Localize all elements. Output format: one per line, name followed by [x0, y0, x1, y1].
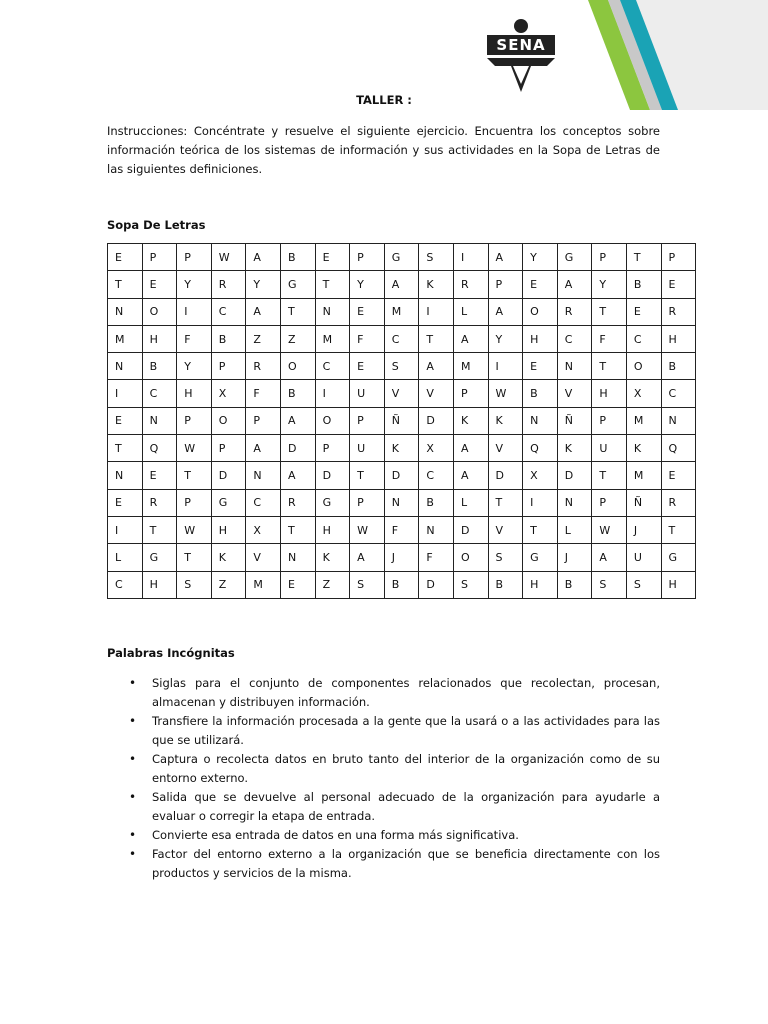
grid-cell: N — [108, 298, 143, 325]
grid-cell: A — [453, 435, 488, 462]
grid-cell: Q — [661, 435, 696, 462]
grid-cell: Q — [523, 435, 558, 462]
grid-cell: P — [177, 489, 212, 516]
grid-row — [108, 571, 696, 598]
grid-cell: B — [211, 325, 246, 352]
grid-cell: X — [211, 380, 246, 407]
grid-cell: S — [177, 571, 212, 598]
grid-cell: E — [350, 298, 385, 325]
grid-cell: H — [315, 516, 350, 543]
grid-cell: D — [557, 462, 592, 489]
grid-cell: L — [108, 544, 143, 571]
bullet-icon: • — [129, 714, 137, 728]
grid-cell: U — [350, 380, 385, 407]
grid-cell: A — [453, 325, 488, 352]
grid-cell: O — [211, 407, 246, 434]
grid-cell: C — [626, 325, 661, 352]
grid-row — [108, 353, 696, 380]
grid-cell: I — [453, 244, 488, 271]
grid-cell: N — [280, 544, 315, 571]
grid-cell: Ñ — [626, 489, 661, 516]
list-item — [107, 826, 660, 845]
grid-row — [108, 298, 696, 325]
grid-cell: P — [315, 435, 350, 462]
list-item — [107, 674, 660, 712]
grid-cell: R — [142, 489, 177, 516]
grid-cell: E — [523, 271, 558, 298]
grid-cell: H — [211, 516, 246, 543]
grid-cell: C — [246, 489, 281, 516]
grid-cell: Y — [592, 271, 627, 298]
grid-cell: F — [384, 516, 419, 543]
grid-cell: A — [419, 353, 454, 380]
grid-cell: Z — [280, 325, 315, 352]
grid-cell: N — [419, 516, 454, 543]
grid-cell: N — [246, 462, 281, 489]
grid-cell: O — [315, 407, 350, 434]
grid-cell: P — [488, 271, 523, 298]
grid-cell: F — [592, 325, 627, 352]
grid-cell: I — [108, 516, 143, 543]
grid-cell: P — [211, 435, 246, 462]
grid-cell: T — [108, 435, 143, 462]
grid-cell: A — [453, 462, 488, 489]
grid-cell: U — [626, 544, 661, 571]
grid-cell: F — [350, 325, 385, 352]
grid-cell: F — [177, 325, 212, 352]
grid-cell: V — [488, 435, 523, 462]
grid-cell: R — [661, 489, 696, 516]
grid-cell: L — [453, 489, 488, 516]
grid-cell: L — [453, 298, 488, 325]
grid-cell: I — [108, 380, 143, 407]
grid-cell: N — [557, 353, 592, 380]
grid-cell: I — [419, 298, 454, 325]
grid-cell: V — [384, 380, 419, 407]
grid-cell: K — [419, 271, 454, 298]
grid-cell: W — [211, 244, 246, 271]
grid-row — [108, 271, 696, 298]
grid-cell: P — [453, 380, 488, 407]
grid-cell: N — [108, 462, 143, 489]
grid-cell: Ñ — [557, 407, 592, 434]
sena-logo — [481, 18, 561, 94]
grid-cell: Y — [177, 353, 212, 380]
grid-cell: M — [626, 462, 661, 489]
grid-cell: X — [419, 435, 454, 462]
grid-cell: H — [661, 571, 696, 598]
grid-cell: X — [626, 380, 661, 407]
grid-row — [108, 407, 696, 434]
grid-cell: A — [384, 271, 419, 298]
instructions-paragraph: Instrucciones: Concéntrate y resuelve el siguiente ejercicio. Encuentra los conceptos sobre información teórica de los sistemas de información y sus actividades en la Sopa de Letras de las siguientes definiciones. — [107, 124, 660, 176]
grid-cell: P — [142, 244, 177, 271]
grid-cell: I — [488, 353, 523, 380]
grid-cell: Z — [246, 325, 281, 352]
grid-cell: T — [592, 353, 627, 380]
grid-cell: A — [246, 435, 281, 462]
list-item — [107, 750, 660, 788]
grid-cell: E — [108, 489, 143, 516]
grid-cell: K — [315, 544, 350, 571]
clue-text: Factor del entorno externo a la organización que se beneficia directamente con los productos y servicios de la misma. — [152, 847, 660, 880]
logo-text: SENA — [496, 36, 546, 54]
grid-cell: W — [592, 516, 627, 543]
grid-cell: J — [557, 544, 592, 571]
grid-cell: K — [557, 435, 592, 462]
grid-cell: Q — [142, 435, 177, 462]
grid-cell: E — [661, 271, 696, 298]
grid-cell: T — [592, 462, 627, 489]
grid-cell: A — [488, 244, 523, 271]
grid-cell: Y — [177, 271, 212, 298]
grid-cell: T — [419, 325, 454, 352]
bullet-icon: • — [129, 752, 137, 766]
grid-cell: U — [350, 435, 385, 462]
grid-cell: T — [315, 271, 350, 298]
grid-cell: B — [280, 380, 315, 407]
grid-cell: K — [211, 544, 246, 571]
grid-cell: C — [315, 353, 350, 380]
grid-cell: P — [661, 244, 696, 271]
grid-cell: G — [211, 489, 246, 516]
grid-row — [108, 380, 696, 407]
grid-cell: A — [246, 244, 281, 271]
grid-cell: R — [280, 489, 315, 516]
grid-cell: A — [280, 407, 315, 434]
grid-cell: T — [177, 544, 212, 571]
grid-cell: D — [384, 462, 419, 489]
grid-cell: D — [211, 462, 246, 489]
grid-cell: A — [280, 462, 315, 489]
grid-cell: B — [419, 489, 454, 516]
grid-cell: G — [523, 544, 558, 571]
grid-cell: H — [523, 325, 558, 352]
grid-cell: H — [177, 380, 212, 407]
grid-cell: E — [142, 462, 177, 489]
grid-cell: M — [626, 407, 661, 434]
grid-cell: Y — [350, 271, 385, 298]
grid-cell: T — [108, 271, 143, 298]
grid-cell: F — [419, 544, 454, 571]
grid-cell: G — [315, 489, 350, 516]
grid-cell: C — [557, 325, 592, 352]
grid-cell: M — [246, 571, 281, 598]
grid-cell: P — [350, 489, 385, 516]
grid-cell: N — [661, 407, 696, 434]
grid-cell: I — [315, 380, 350, 407]
clue-text: Siglas para el conjunto de componentes relacionados que recolectan, procesan, almacenan y distribuyen información. — [152, 676, 660, 709]
grid-cell: W — [177, 516, 212, 543]
grid-cell: W — [177, 435, 212, 462]
grid-cell: P — [592, 407, 627, 434]
grid-cell: E — [523, 353, 558, 380]
grid-cell: R — [246, 353, 281, 380]
grid-cell: C — [419, 462, 454, 489]
bullet-icon: • — [129, 828, 137, 842]
grid-cell: O — [523, 298, 558, 325]
grid-cell: B — [384, 571, 419, 598]
grid-cell: H — [142, 571, 177, 598]
bullet-icon: • — [129, 676, 137, 690]
grid-cell: B — [142, 353, 177, 380]
grid-cell: P — [592, 244, 627, 271]
grid-cell: E — [626, 298, 661, 325]
grid-cell: G — [384, 244, 419, 271]
grid-cell: S — [419, 244, 454, 271]
grid-cell: C — [108, 571, 143, 598]
grid-cell: A — [592, 544, 627, 571]
grid-cell: Y — [488, 325, 523, 352]
grid-cell: E — [280, 571, 315, 598]
grid-cell: S — [453, 571, 488, 598]
grid-title: Sopa De Letras — [107, 218, 206, 232]
list-item — [107, 845, 660, 883]
grid-cell: R — [557, 298, 592, 325]
grid-cell: B — [523, 380, 558, 407]
grid-cell: Y — [523, 244, 558, 271]
grid-cell: A — [246, 298, 281, 325]
grid-cell: T — [592, 298, 627, 325]
grid-cell: T — [523, 516, 558, 543]
grid-cell: Z — [211, 571, 246, 598]
grid-row — [108, 325, 696, 352]
grid-cell: V — [419, 380, 454, 407]
grid-cell: O — [626, 353, 661, 380]
grid-cell: H — [661, 325, 696, 352]
grid-row — [108, 516, 696, 543]
word-search-grid — [107, 243, 696, 599]
grid-cell: H — [592, 380, 627, 407]
grid-cell: G — [557, 244, 592, 271]
grid-cell: B — [280, 244, 315, 271]
grid-cell: P — [592, 489, 627, 516]
grid-cell: N — [142, 407, 177, 434]
grid-cell: U — [592, 435, 627, 462]
grid-cell: W — [350, 516, 385, 543]
grid-cell: S — [592, 571, 627, 598]
grid-row — [108, 244, 696, 271]
grid-cell: K — [626, 435, 661, 462]
clue-text: Transfiere la información procesada a la gente que la usará o a las actividades para las que se utilizará. — [152, 714, 660, 747]
grid-cell: D — [453, 516, 488, 543]
grid-cell: N — [384, 489, 419, 516]
grid-cell: S — [350, 571, 385, 598]
grid-cell: L — [557, 516, 592, 543]
grid-cell: E — [661, 462, 696, 489]
clue-text: Convierte esa entrada de datos en una forma más significativa. — [152, 828, 519, 842]
grid-cell: C — [211, 298, 246, 325]
grid-cell: I — [523, 489, 558, 516]
grid-cell: E — [142, 271, 177, 298]
page-title: TALLER : — [356, 93, 412, 107]
grid-cell: N — [557, 489, 592, 516]
grid-row — [108, 435, 696, 462]
clues-title: Palabras Incógnitas — [107, 646, 235, 660]
grid-cell: A — [488, 298, 523, 325]
grid-cell: P — [350, 407, 385, 434]
grid-cell: F — [246, 380, 281, 407]
grid-row — [108, 462, 696, 489]
grid-row — [108, 489, 696, 516]
list-item — [107, 712, 660, 750]
grid-cell: N — [315, 298, 350, 325]
grid-cell: D — [280, 435, 315, 462]
grid-row — [108, 544, 696, 571]
grid-cell: C — [661, 380, 696, 407]
grid-cell: K — [384, 435, 419, 462]
grid-cell: P — [211, 353, 246, 380]
grid-cell: O — [280, 353, 315, 380]
list-item — [107, 788, 660, 826]
grid-cell: V — [246, 544, 281, 571]
grid-cell: E — [108, 407, 143, 434]
sena-logo-icon — [481, 18, 561, 94]
bullet-icon: • — [129, 847, 137, 861]
grid-cell: P — [350, 244, 385, 271]
grid-cell: Ñ — [384, 407, 419, 434]
grid-cell: Y — [246, 271, 281, 298]
grid-cell: T — [488, 489, 523, 516]
grid-cell: O — [142, 298, 177, 325]
grid-cell: W — [488, 380, 523, 407]
grid-cell: P — [177, 244, 212, 271]
grid-cell: M — [453, 353, 488, 380]
grid-cell: D — [419, 571, 454, 598]
grid-cell: V — [557, 380, 592, 407]
grid-cell: G — [142, 544, 177, 571]
grid-cell: D — [488, 462, 523, 489]
grid-cell: K — [488, 407, 523, 434]
grid-cell: B — [557, 571, 592, 598]
bullet-icon: • — [129, 790, 137, 804]
grid-cell: M — [315, 325, 350, 352]
grid-cell: E — [350, 353, 385, 380]
grid-cell: H — [142, 325, 177, 352]
grid-cell: G — [280, 271, 315, 298]
grid-cell: X — [246, 516, 281, 543]
clues-list — [107, 674, 660, 883]
grid-cell: V — [488, 516, 523, 543]
grid-cell: C — [142, 380, 177, 407]
grid-cell: N — [108, 353, 143, 380]
grid-cell: D — [315, 462, 350, 489]
grid-cell: E — [315, 244, 350, 271]
grid-cell: D — [419, 407, 454, 434]
clue-text: Captura o recolecta datos en bruto tanto del interior de la organización como de su entorno externo. — [152, 752, 660, 785]
grid-cell: S — [384, 353, 419, 380]
grid-cell: A — [557, 271, 592, 298]
grid-cell: E — [108, 244, 143, 271]
grid-cell: X — [523, 462, 558, 489]
grid-cell: R — [453, 271, 488, 298]
grid-cell: T — [142, 516, 177, 543]
grid-cell: Z — [315, 571, 350, 598]
grid-cell: J — [384, 544, 419, 571]
grid-cell: N — [523, 407, 558, 434]
grid-cell: H — [523, 571, 558, 598]
grid-cell: T — [280, 516, 315, 543]
grid-cell: G — [661, 544, 696, 571]
grid-cell: B — [626, 271, 661, 298]
grid-cell: R — [211, 271, 246, 298]
grid-cell: A — [350, 544, 385, 571]
grid-cell: T — [661, 516, 696, 543]
grid-cell: B — [661, 353, 696, 380]
grid-cell: K — [453, 407, 488, 434]
grid-cell: S — [626, 571, 661, 598]
grid-cell: M — [108, 325, 143, 352]
grid-cell: T — [177, 462, 212, 489]
grid-cell: I — [177, 298, 212, 325]
grid-cell: T — [350, 462, 385, 489]
grid-cell: T — [626, 244, 661, 271]
grid-cell: O — [453, 544, 488, 571]
grid-cell: P — [246, 407, 281, 434]
grid-cell: B — [488, 571, 523, 598]
grid-cell: C — [384, 325, 419, 352]
grid-cell: S — [488, 544, 523, 571]
clue-text: Salida que se devuelve al personal adecuado de la organización para ayudarle a evaluar o corregir la etapa de entrada. — [152, 790, 660, 823]
grid-cell: M — [384, 298, 419, 325]
grid-cell: R — [661, 298, 696, 325]
grid-cell: T — [280, 298, 315, 325]
grid-cell: J — [626, 516, 661, 543]
grid-cell: P — [177, 407, 212, 434]
